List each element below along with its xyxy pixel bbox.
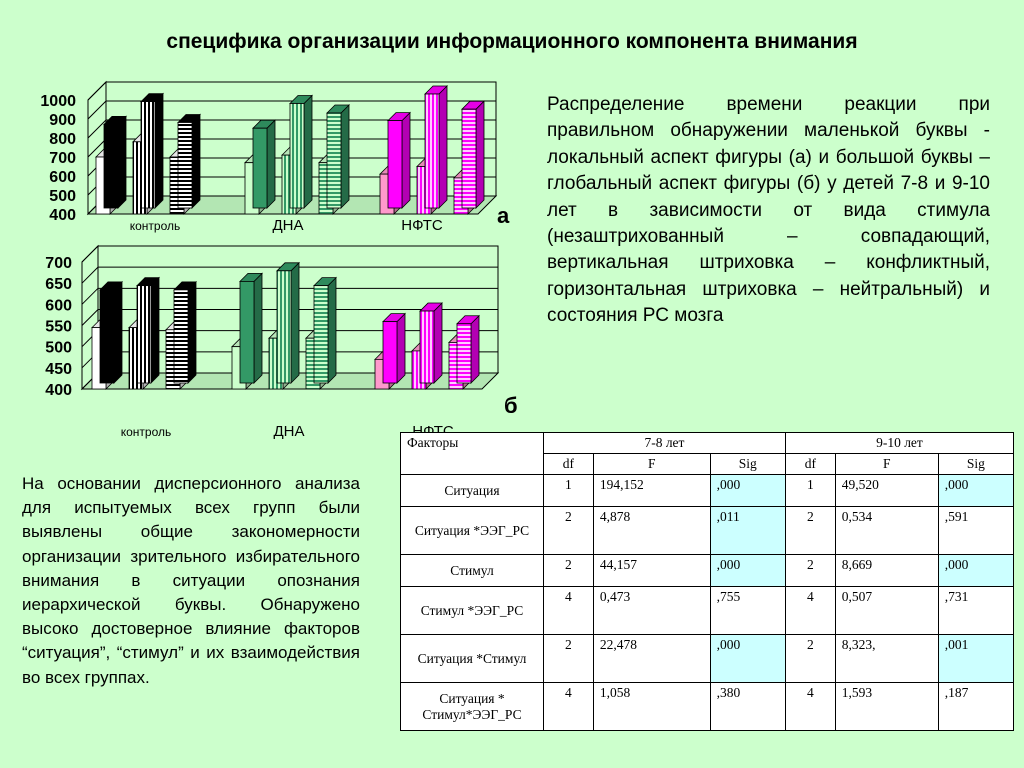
chart-bar bbox=[425, 86, 447, 208]
table-cell: 2 bbox=[544, 555, 594, 587]
chart-bar bbox=[178, 115, 200, 209]
y-tick-label: 400 bbox=[49, 207, 76, 224]
y-tick-label: 450 bbox=[45, 360, 72, 378]
table-cell: 0,507 bbox=[835, 587, 938, 635]
table-cell: 49,520 bbox=[835, 475, 938, 507]
table-subheader-cell: df bbox=[544, 454, 594, 475]
y-tick-label: 600 bbox=[45, 297, 72, 315]
chart-bar bbox=[314, 278, 336, 383]
table-cell: 2 bbox=[785, 635, 835, 683]
chart-bar bbox=[462, 101, 484, 208]
table-cell: ,380 bbox=[710, 683, 785, 731]
y-tick-label: 700 bbox=[45, 255, 72, 272]
table-cell: 22,478 bbox=[593, 635, 710, 683]
conclusion-text: На основании дисперсионного анализа для испытуемых всех групп были выявлены общие закономерности организации зрительного избирательного внимания в ситуации опознания иерархической буквы. Обнаружено высоко достоверное влияние факторов “ситуация”, “стимул” и их взаимодействия во всех группах. bbox=[22, 474, 360, 687]
table-cell: ,001 bbox=[938, 635, 1013, 683]
chart-bar bbox=[420, 303, 442, 383]
table-cell: 1,058 bbox=[593, 683, 710, 731]
table-factor-cell: Ситуация *ЭЭГ_РС bbox=[401, 507, 544, 555]
table-cell: 4 bbox=[544, 587, 594, 635]
chart-bar bbox=[174, 282, 196, 383]
table-factor-cell: Стимул *ЭЭГ_РС bbox=[401, 587, 544, 635]
table-header-group-9-10: 9-10 лет bbox=[785, 433, 1013, 454]
table-factor-cell: Стимул bbox=[401, 555, 544, 587]
page-title: специфика организации информационного компонента внимания bbox=[166, 30, 858, 53]
chart-bar bbox=[240, 273, 262, 383]
y-tick-label: 500 bbox=[49, 188, 76, 205]
table-cell: ,755 bbox=[710, 587, 785, 635]
y-tick-label: 800 bbox=[49, 131, 76, 148]
table-cell: ,000 bbox=[710, 475, 785, 507]
chart-bar bbox=[388, 113, 410, 208]
table-cell: 1 bbox=[785, 475, 835, 507]
x-tick-label: ДНА bbox=[273, 423, 305, 440]
chart-a bbox=[40, 82, 496, 234]
chart-bar bbox=[277, 263, 299, 383]
y-tick-label: 650 bbox=[45, 276, 72, 294]
table-header-row bbox=[401, 433, 1014, 454]
table-cell: 4 bbox=[785, 683, 835, 731]
chart-bar bbox=[457, 316, 479, 383]
table-row bbox=[401, 683, 1014, 731]
y-tick-label: 400 bbox=[45, 382, 72, 399]
table-cell: 4,878 bbox=[593, 507, 710, 555]
table-row bbox=[401, 475, 1014, 507]
table-subheader-cell: F bbox=[835, 454, 938, 475]
table-cell: 194,152 bbox=[593, 475, 710, 507]
y-tick-label: 500 bbox=[45, 339, 72, 357]
table-cell: ,000 bbox=[710, 635, 785, 683]
table-factor-cell: Ситуация * Стимул*ЭЭГ_РС bbox=[401, 683, 544, 731]
chart-bar bbox=[383, 314, 405, 383]
table-subheader-cell: df bbox=[785, 454, 835, 475]
y-tick-label: 600 bbox=[49, 169, 76, 186]
chart-bar bbox=[290, 96, 312, 209]
table-header-factors: Факторы bbox=[401, 433, 544, 475]
charts-area bbox=[0, 0, 540, 450]
table-row bbox=[401, 555, 1014, 587]
x-tick-label: ДНА bbox=[272, 217, 304, 234]
y-tick-label: 1000 bbox=[40, 93, 76, 110]
table-cell: 2 bbox=[544, 507, 594, 555]
x-tick-label: НФТС bbox=[401, 217, 443, 234]
chart-bar bbox=[327, 105, 349, 208]
table-cell: 44,157 bbox=[593, 555, 710, 587]
table-cell: 0,473 bbox=[593, 587, 710, 635]
table-cell: ,000 bbox=[938, 555, 1013, 587]
y-tick-label: 700 bbox=[49, 150, 76, 167]
table-cell: ,000 bbox=[938, 475, 1013, 507]
table-cell: 0,534 bbox=[835, 507, 938, 555]
table-cell: ,000 bbox=[710, 555, 785, 587]
table-cell: ,187 bbox=[938, 683, 1013, 731]
chart-bar bbox=[141, 94, 163, 208]
table-factor-cell: Ситуация bbox=[401, 475, 544, 507]
table-cell: 1 bbox=[544, 475, 594, 507]
table-subheader-cell: Sig bbox=[938, 454, 1013, 475]
table-cell: 2 bbox=[785, 555, 835, 587]
table-cell: 4 bbox=[544, 683, 594, 731]
chart-description: Распределение времени реакции при правильном обнаружении маленькой буквы - локальный аспект фигуры (а) и большой буквы – глобальный аспект фигуры (б) у детей 7-8 и 9-10 лет в зависимости от вида стимула (незаштрихованный – совпадающий, вертикальная штриховка – конфликтный, горизонтальная штриховка – нейтральный) и состояния РС мозга bbox=[547, 94, 990, 327]
table-header-group-7-8: 7-8 лет bbox=[544, 433, 786, 454]
table-row bbox=[401, 635, 1014, 683]
chart-b-label: б bbox=[504, 393, 518, 418]
table-cell: 2 bbox=[544, 635, 594, 683]
x-tick-label: контроль bbox=[129, 219, 181, 233]
chart-bar bbox=[100, 282, 122, 383]
table-cell: 8,669 bbox=[835, 555, 938, 587]
chart-a-label: а bbox=[497, 203, 510, 228]
table-cell: 1,593 bbox=[835, 683, 938, 731]
table-row bbox=[401, 587, 1014, 635]
table-subheader-cell: Sig bbox=[710, 454, 785, 475]
chart-bar bbox=[253, 120, 275, 208]
table-subheader-cell: F bbox=[593, 454, 710, 475]
anova-table bbox=[400, 432, 1014, 731]
chart-bar bbox=[104, 116, 126, 208]
table-cell: ,731 bbox=[938, 587, 1013, 635]
table-row bbox=[401, 507, 1014, 555]
table-cell: 8,323, bbox=[835, 635, 938, 683]
y-tick-label: 900 bbox=[49, 112, 76, 129]
y-tick-label: 550 bbox=[45, 318, 72, 336]
chart-b bbox=[45, 246, 498, 440]
table-cell: 4 bbox=[785, 587, 835, 635]
chart-bar bbox=[137, 278, 159, 383]
x-tick-label: контроль bbox=[120, 425, 172, 439]
table-cell: ,011 bbox=[710, 507, 785, 555]
table-cell: ,591 bbox=[938, 507, 1013, 555]
table-cell: 2 bbox=[785, 507, 835, 555]
table-factor-cell: Ситуация *Стимул bbox=[401, 635, 544, 683]
